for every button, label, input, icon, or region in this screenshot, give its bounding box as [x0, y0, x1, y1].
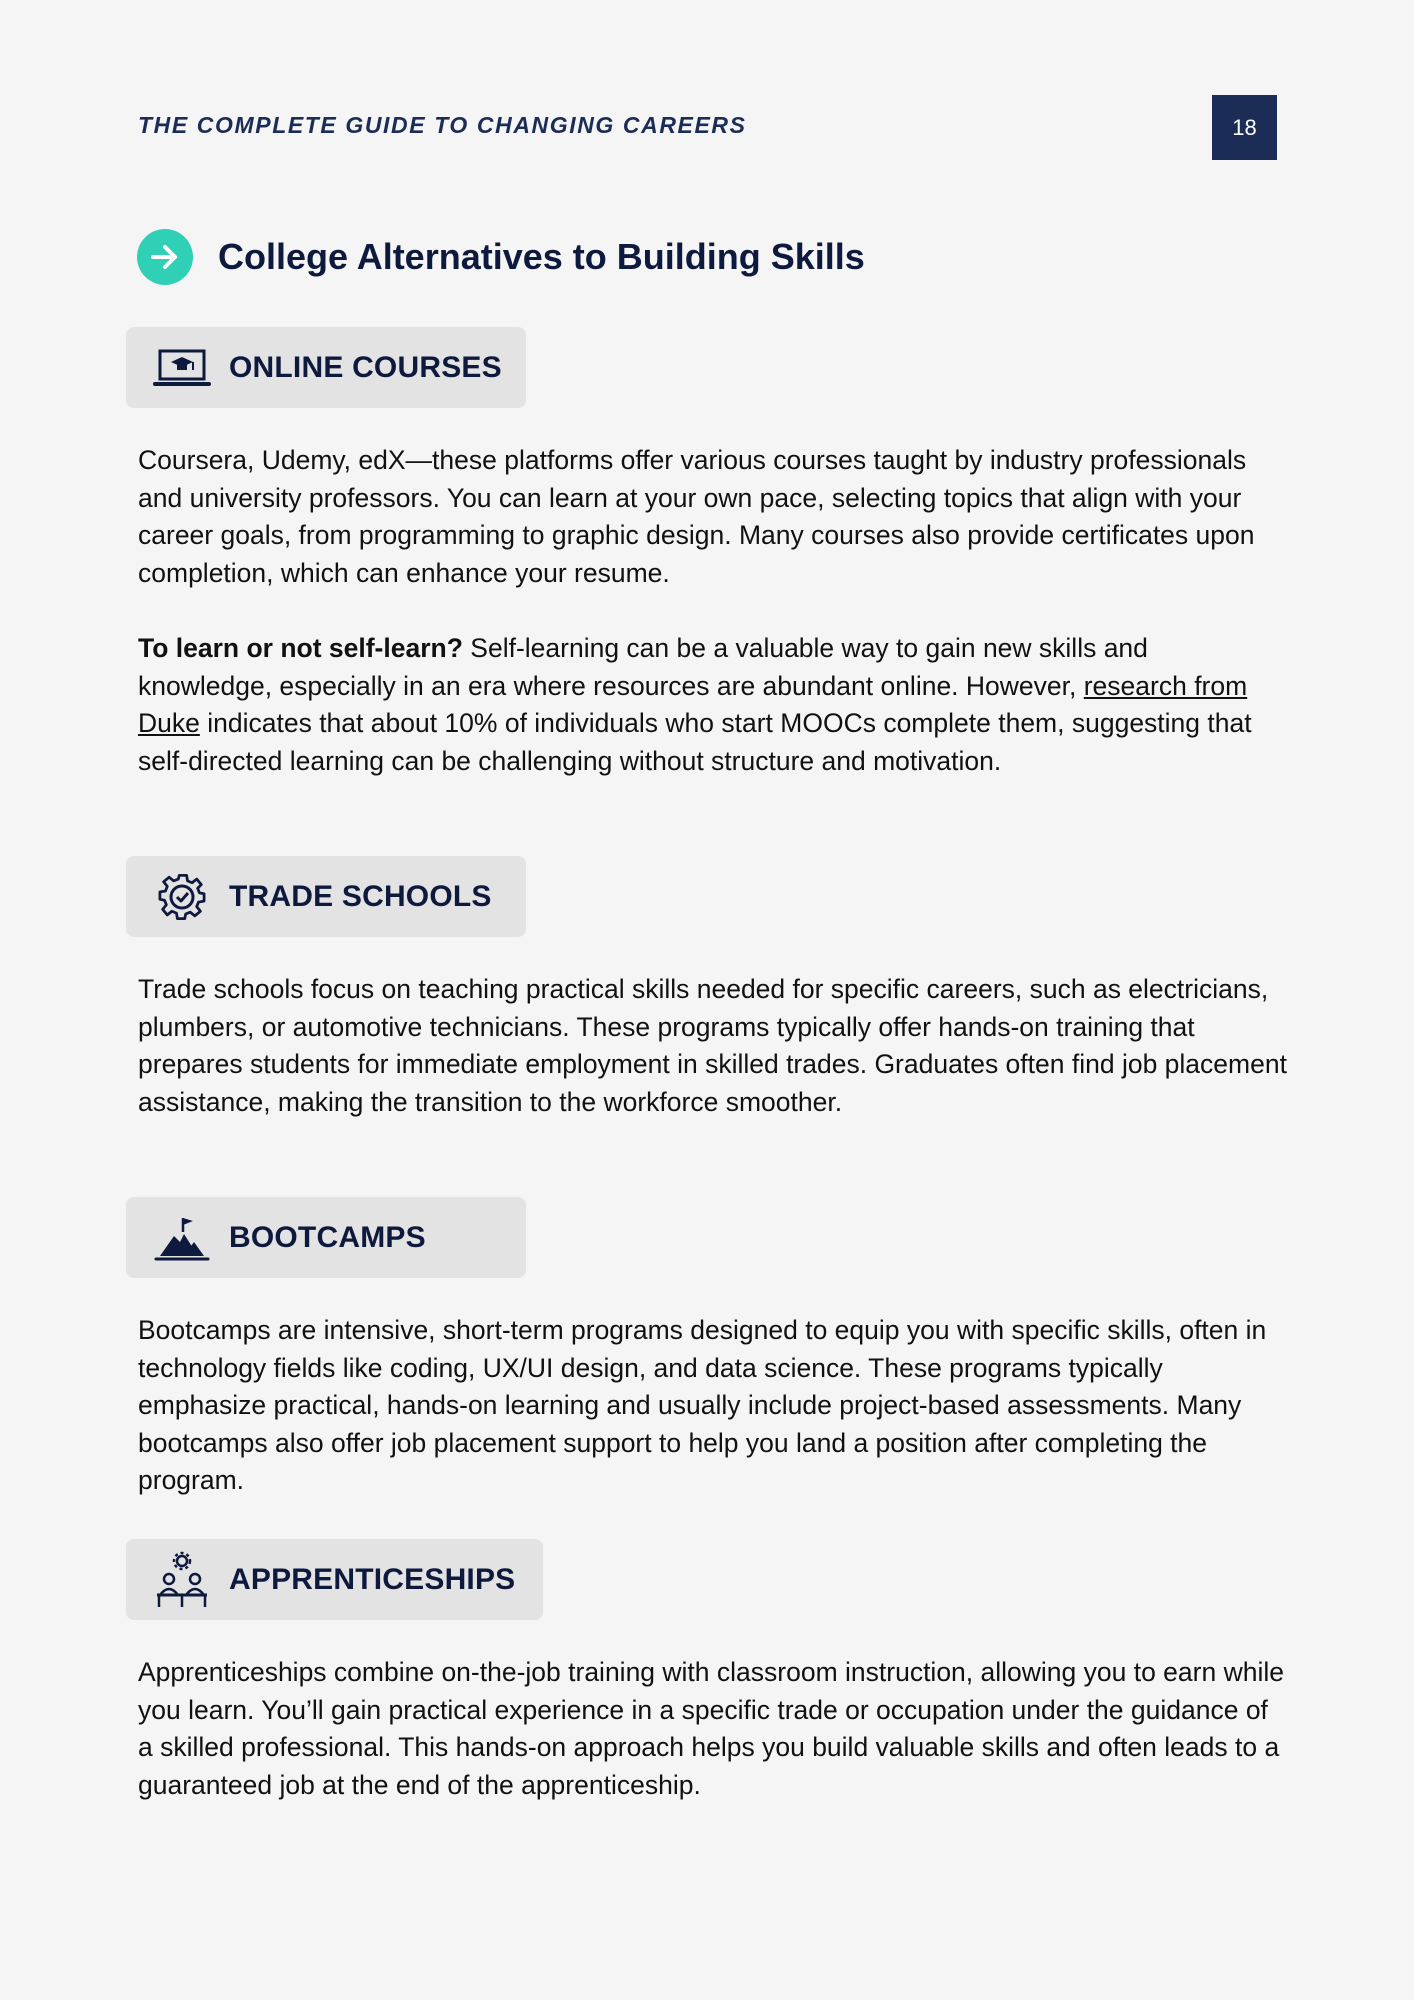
paragraph-text: Apprenticeships combine on-the-job training with classroom instruction, allowing you to earn while you learn. You’ll gain practical experience in a specific trade or occupation under the guidance of a skilled professional. This hands-on approach helps you build valuable skills and often leads to a guaranteed job at the end of the apprenticeship.	[138, 1657, 1284, 1800]
category-label: ONLINE COURSES	[229, 350, 502, 384]
page-number: 18	[1212, 95, 1277, 160]
mountain-flag-icon	[153, 1213, 211, 1263]
paragraph-text: Coursera, Udemy, edX—these platforms offer various courses taught by industry professionals and university professors. You can learn at your own pace, selecting topics that align with your career goals, from programming to graphic design. Many courses also provide certificates upon completion, which can enhance your resume.	[138, 445, 1255, 588]
paragraph-text: Self-learning can be a valuable way to gain new skills and knowledge, especially in an era where resources are abundant online. However,	[138, 633, 1148, 701]
self-learn-paragraph	[138, 630, 1288, 780]
trade-schools-paragraph	[138, 971, 1288, 1121]
paragraph-text: Bootcamps are intensive, short-term programs designed to equip you with specific skills, often in technology fields like coding, UX/UI design, and data science. These programs typically emphasize practical, hands-on learning and usually include project-based assessments. Many bootcamps also offer job placement support to help you land a position after completing the program.	[138, 1315, 1267, 1495]
section-title: College Alternatives to Building Skills	[218, 236, 865, 277]
category-online-courses	[126, 327, 526, 408]
laptop-graduation-cap-icon	[153, 343, 211, 393]
section-title-row	[137, 229, 865, 285]
bold-lead: To learn or not self-learn?	[138, 633, 463, 663]
category-apprenticeships	[126, 1539, 543, 1620]
paragraph-text: Trade schools focus on teaching practical skills needed for specific careers, such as electricians, plumbers, or automotive technicians. These programs typically offer hands-on training that prepares students for immediate employment in skilled trades. Graduates often find job placement assistance, making the transition to the workforce smoother.	[138, 974, 1287, 1117]
apprenticeships-paragraph	[138, 1654, 1288, 1804]
arrow-right-icon	[137, 229, 193, 285]
people-gear-icon	[153, 1555, 211, 1605]
online-courses-paragraph	[138, 442, 1288, 592]
category-bootcamps	[126, 1197, 526, 1278]
header-title: THE COMPLETE GUIDE TO CHANGING CAREERS	[138, 112, 747, 138]
category-label: APPRENTICESHIPS	[229, 1562, 516, 1596]
gear-check-icon	[153, 872, 211, 922]
bootcamps-paragraph	[138, 1312, 1288, 1500]
research-link[interactable]: research from Duke	[138, 670, 1248, 738]
category-label: BOOTCAMPS	[229, 1220, 426, 1254]
category-trade-schools	[126, 856, 526, 937]
paragraph-text: indicates that about 10% of individuals who start MOOCs complete them, suggesting that self-directed learning can be challenging without structure and motivation.	[138, 708, 1252, 776]
category-label: TRADE SCHOOLS	[229, 879, 492, 913]
